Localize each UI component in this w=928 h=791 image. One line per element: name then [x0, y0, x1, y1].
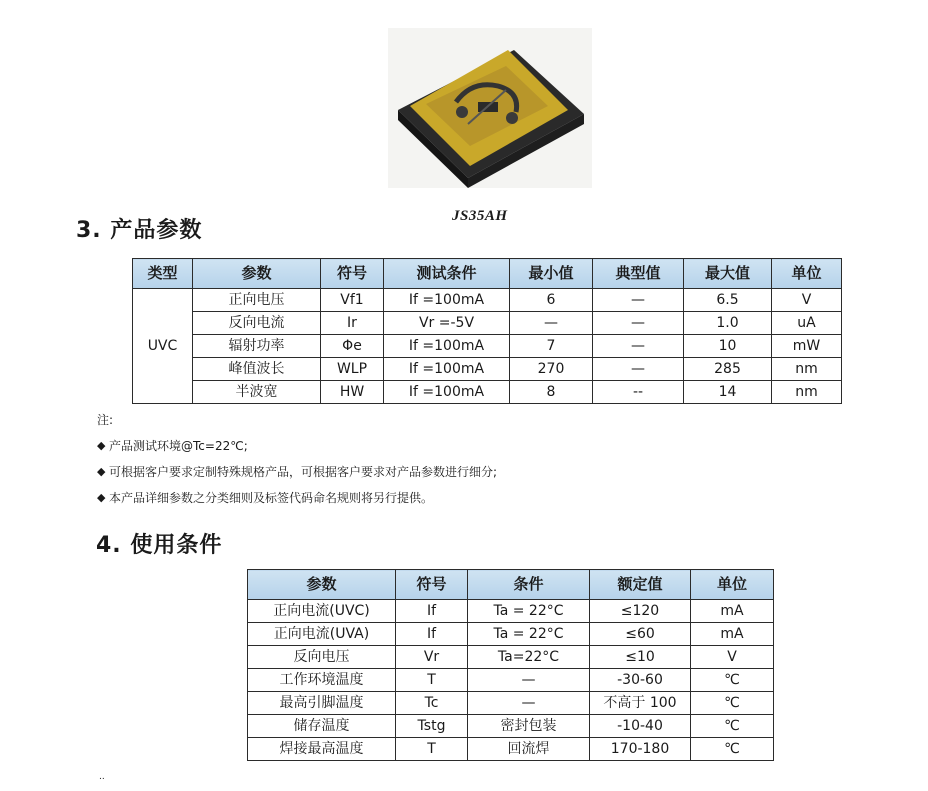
note-item	[97, 433, 497, 459]
table-cell: T	[396, 669, 468, 692]
table-cell: If =100mA	[384, 381, 510, 404]
table-cell: Vf1	[321, 289, 384, 312]
header-cell: 条件	[468, 570, 590, 600]
header-cell: 单位	[691, 570, 774, 600]
table-cell: —	[468, 692, 590, 715]
table-cell: mA	[691, 600, 774, 623]
table-row	[133, 381, 842, 404]
table-cell: 半波宽	[193, 381, 321, 404]
table-cell: If	[396, 623, 468, 646]
table-cell: 焊接最高温度	[248, 738, 396, 761]
table-row	[248, 669, 774, 692]
table-cell: T	[396, 738, 468, 761]
note-text: 本产品详细参数之分类细则及标签代码命名规则将另行提供。	[109, 491, 434, 505]
table-cell: —	[593, 335, 684, 358]
header-cell: 符号	[396, 570, 468, 600]
table-cell: If	[396, 600, 468, 623]
notes-block	[97, 407, 497, 511]
table-cell: 正向电压	[193, 289, 321, 312]
table-row	[248, 623, 774, 646]
table-row	[133, 289, 842, 312]
table-cell: 170-180	[590, 738, 691, 761]
diamond-bullet-icon: ◆	[97, 465, 106, 478]
table-row	[248, 715, 774, 738]
table-row	[248, 738, 774, 761]
table-cell: 8	[510, 381, 593, 404]
table-cell: ≤10	[590, 646, 691, 669]
table-cell: 270	[510, 358, 593, 381]
table-cell: Ta = 22°C	[468, 600, 590, 623]
parameters-header-row	[133, 259, 842, 289]
table-cell: WLP	[321, 358, 384, 381]
table-row	[133, 335, 842, 358]
note-text: 可根据客户要求定制特殊规格产品，可根据客户要求对产品参数进行细分;	[109, 465, 498, 479]
table-cell: V	[772, 289, 842, 312]
table-row	[248, 646, 774, 669]
table-cell: 6	[510, 289, 593, 312]
table-cell: —	[593, 289, 684, 312]
section-title-conditions: 4. 使用条件	[96, 533, 223, 558]
table-cell: 14	[684, 381, 772, 404]
table-cell: ℃	[691, 715, 774, 738]
table-cell: Tstg	[396, 715, 468, 738]
table-cell: —	[593, 312, 684, 335]
table-cell: -30-60	[590, 669, 691, 692]
section-title-parameters: 3. 产品参数	[76, 218, 203, 243]
diamond-bullet-icon: ◆	[97, 439, 106, 452]
table-cell: ℃	[691, 669, 774, 692]
product-caption: JS35AH	[452, 208, 508, 224]
table-cell: Ir	[321, 312, 384, 335]
stray-mark: ..	[99, 772, 105, 782]
table-cell: 储存温度	[248, 715, 396, 738]
header-cell: 参数	[248, 570, 396, 600]
conditions-table	[247, 569, 774, 761]
type-cell: UVC	[133, 289, 193, 404]
table-cell: —	[510, 312, 593, 335]
table-cell: 反向电流	[193, 312, 321, 335]
table-cell: ≤120	[590, 600, 691, 623]
table-cell: Tc	[396, 692, 468, 715]
header-cell: 类型	[133, 259, 193, 289]
table-cell: 辐射功率	[193, 335, 321, 358]
table-cell: 285	[684, 358, 772, 381]
table-cell: V	[691, 646, 774, 669]
header-cell: 最大值	[684, 259, 772, 289]
table-row	[248, 692, 774, 715]
table-cell: HW	[321, 381, 384, 404]
header-cell: 参数	[193, 259, 321, 289]
diamond-bullet-icon: ◆	[97, 491, 106, 504]
notes-label: 注:	[97, 413, 114, 427]
table-cell: -10-40	[590, 715, 691, 738]
table-row	[133, 312, 842, 335]
table-cell: nm	[772, 358, 842, 381]
note-item	[97, 485, 497, 511]
table-cell: 1.0	[684, 312, 772, 335]
header-cell: 最小值	[510, 259, 593, 289]
table-cell: If =100mA	[384, 289, 510, 312]
header-cell: 符号	[321, 259, 384, 289]
table-cell: nm	[772, 381, 842, 404]
table-cell: mA	[691, 623, 774, 646]
table-cell: ≤60	[590, 623, 691, 646]
table-cell: 工作环境温度	[248, 669, 396, 692]
table-cell: Φe	[321, 335, 384, 358]
table-cell: Ta=22°C	[468, 646, 590, 669]
parameters-table	[132, 258, 842, 404]
header-cell: 测试条件	[384, 259, 510, 289]
table-cell: If =100mA	[384, 335, 510, 358]
table-cell: 10	[684, 335, 772, 358]
table-cell: 7	[510, 335, 593, 358]
table-cell: mW	[772, 335, 842, 358]
table-cell: 正向电流(UVC)	[248, 600, 396, 623]
header-cell: 额定值	[590, 570, 691, 600]
led-chip-photo	[388, 28, 592, 188]
table-cell: ℃	[691, 692, 774, 715]
table-cell: ℃	[691, 738, 774, 761]
table-cell: —	[468, 669, 590, 692]
table-cell: 最高引脚温度	[248, 692, 396, 715]
header-cell: 典型值	[593, 259, 684, 289]
table-cell: Vr =-5V	[384, 312, 510, 335]
table-cell: Ta = 22°C	[468, 623, 590, 646]
table-cell: If =100mA	[384, 358, 510, 381]
table-cell: 回流焊	[468, 738, 590, 761]
header-cell: 单位	[772, 259, 842, 289]
table-row	[133, 358, 842, 381]
table-cell: 正向电流(UVA)	[248, 623, 396, 646]
table-cell: 密封包装	[468, 715, 590, 738]
note-item	[97, 459, 497, 485]
table-cell: Vr	[396, 646, 468, 669]
note-text: 产品测试环境@Tc=22℃;	[109, 439, 248, 453]
table-cell: 峰值波长	[193, 358, 321, 381]
table-cell: uA	[772, 312, 842, 335]
table-row	[248, 600, 774, 623]
conditions-header-row	[248, 570, 774, 600]
table-cell: 6.5	[684, 289, 772, 312]
table-cell: --	[593, 381, 684, 404]
table-cell: 不高于 100	[590, 692, 691, 715]
table-cell: 反向电压	[248, 646, 396, 669]
table-cell: —	[593, 358, 684, 381]
